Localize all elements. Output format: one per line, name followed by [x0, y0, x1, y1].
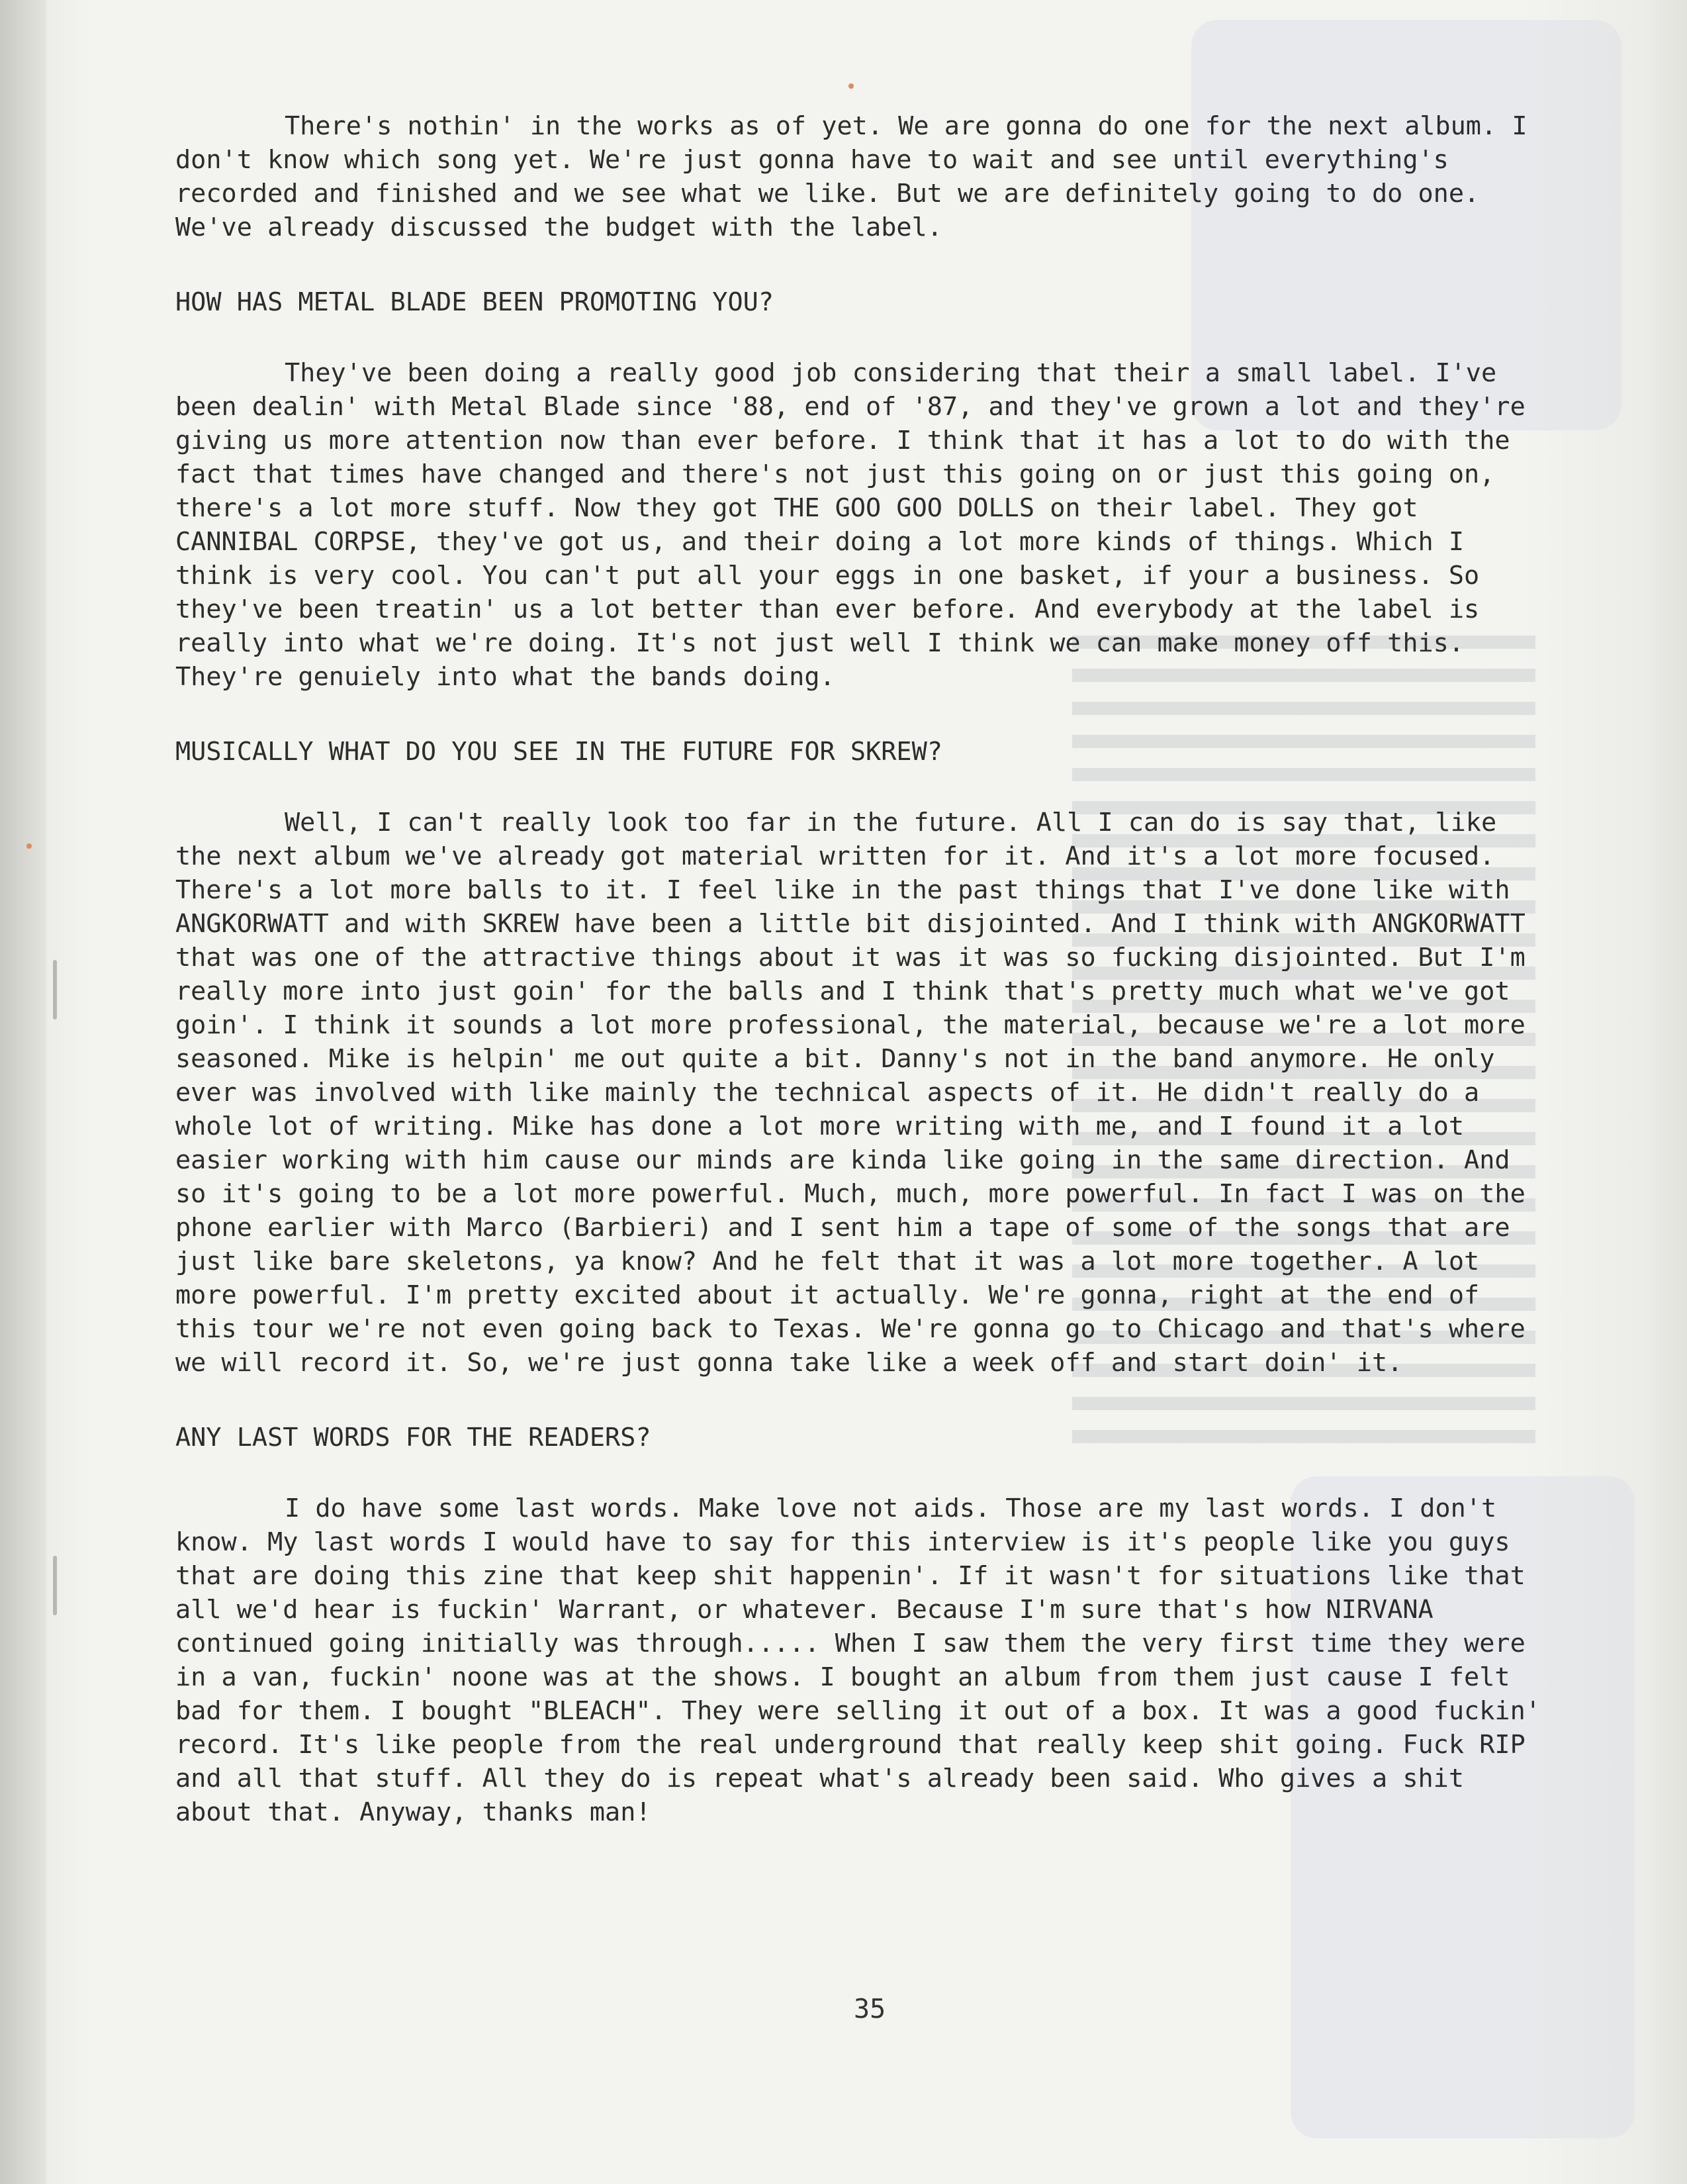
- page-number: 35: [854, 1994, 886, 2024]
- ink-blemish: [26, 843, 32, 849]
- answer-paragraph: I do have some last words. Make love not aids. Those are my last words. I don't know. My last words I would have to say for this interview is it's people like you guys that are doing this zine that keep shit happenin'. If it wasn't for situations like that all we'd hear is fuckin' Warrant, or whatever. Because I'm sure that's how NIRVANA continued going initially was through..... When I saw them the very first time they were in a van, fuckin' noone was at the shows. I bought an album from them just cause I felt bad for them. I bought "BLEACH". They were selling it out of a box. It was a good fuckin' record. It's like people from the real underground that really keep shit going. Fuck RIP and all that stuff. All they do is repeat what's already been said. Who gives a shit about that. Anyway, thanks man!: [175, 1494, 1557, 1827]
- interview-question: MUSICALLY WHAT DO YOU SEE IN THE FUTURE FOR SKREW?: [175, 737, 942, 767]
- answer-paragraph: Well, I can't really look too far in the future. All I can do is say that, like the next album we've already got material written for it. And it's a lot more focused. There's a lot more balls to it. I feel like in the past things that I've done like with ANGKORWATT and with SKREW have been a little bit disjointed. And I think with ANGKORWATT that was one of the attractive things about it was it was so fucking disjointed. But I'm really more into just goin' for the balls and I think that's pretty much what we've got goin'. I think it sounds a lot more professional, the material, because we're a lot more seasoned. Mike is helpin' me out quite a bit. Danny's not in the band anymore. He only ever was involved with like mainly the technical aspects of it. He didn't really do a whole lot of writing. Mike has done a lot more writing with me, and I found it a lot easier working with him cause our minds are kinda like going in the same direction. And so it's going to be a lot more powerful. Much, much, more powerful. In fact I was on the phone earlier with Marco (Barbieri) and I sent him a tape of some of the songs that are just like bare skeletons, ya know? And he felt that it was a lot more together. A lot more powerful. I'm pretty excited about it actually. We're gonna, right at the end of this tour we're not even going back to Texas. We're gonna go to Chicago and that's where we will record it. So, we're just gonna take like a week off and start doin' it.: [175, 808, 1541, 1378]
- interview-text: [175, 109, 1557, 1829]
- answer-paragraph: They've been doing a really good job considering that their a small label. I've been dealin' with Metal Blade since '88, end of '87, and they've grown a lot and they're giving us more attention now than ever before. I think that it has a lot to do with the fact that times have changed and there's not just this going on or just this going on, there's a lot more stuff. Now they got THE GOO GOO DOLLS on their label. They got CANNIBAL CORPSE, they've got us, and their doing a lot more kinds of things. Which I think is very cool. You can't put all your eggs in one basket, if your a business. So they've been treatin' us a lot better than ever before. And everybody at the label is really into what we're doing. It's not just well I think we can make money off this. They're genuiely into what the bands doing.: [175, 358, 1541, 692]
- binding-edge: [0, 0, 46, 2184]
- interview-question: HOW HAS METAL BLADE BEEN PROMOTING YOU?: [175, 287, 774, 317]
- ink-blemish: [848, 83, 854, 89]
- interview-question: ANY LAST WORDS FOR THE READERS?: [175, 1423, 651, 1452]
- answer-paragraph: There's nothin' in the works as of yet. We are gonna do one for the next album. I don't know which song yet. We're just gonna have to wait and see until everything's recorded and finished and we see what we like. But we are definitely going to do one. We've already discussed the budget with the label.: [175, 111, 1543, 242]
- staple-mark: [53, 1556, 57, 1615]
- staple-mark: [53, 960, 57, 1020]
